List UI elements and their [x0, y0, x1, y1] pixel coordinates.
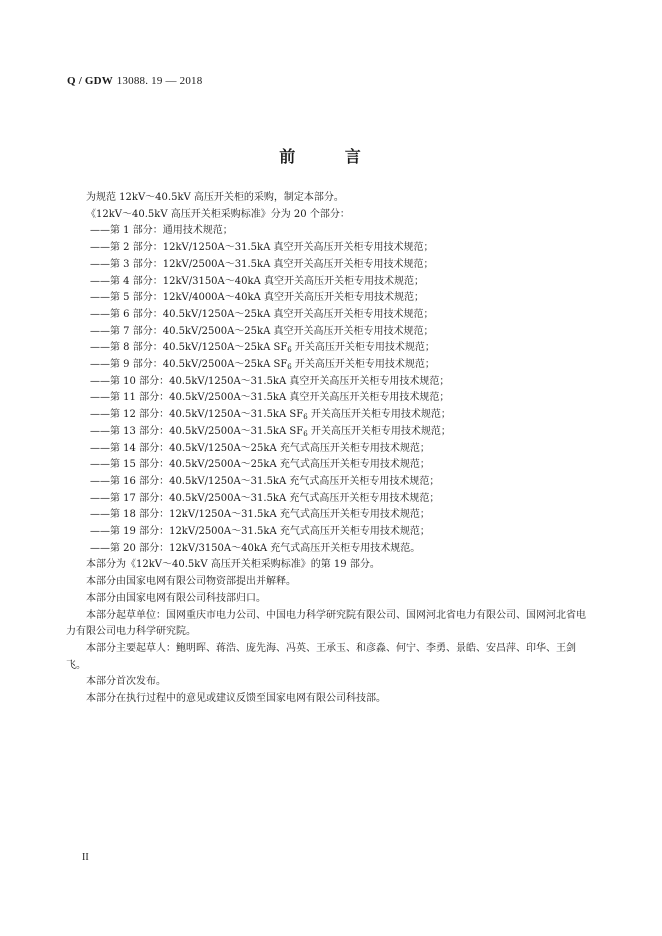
part-list-item [66, 441, 594, 458]
parts-list [66, 223, 594, 557]
drafting-units-paragraph: 本部分起草单位：国网重庆市电力公司、中国电力科学研究院有限公司、国网河北省电力有限公司、国网河北省电力有限公司电力科学研究院。 [66, 609, 586, 638]
part-list-item [66, 457, 594, 474]
page-number: II [82, 852, 89, 863]
part-text: ——第 20 部分：12kV/3150A～40kA 充气式高压开关柜专用技术规范。 [90, 542, 421, 554]
part-list-item [66, 324, 594, 341]
part-list-item [66, 223, 594, 240]
part-text: ——第 4 部分：12kV/3150A～40kA 真空开关高压开关柜专用技术规范； [90, 275, 424, 287]
part-text: ——第 8 部分：40.5kV/1250A～25kA SF [90, 342, 288, 354]
closing-paragraph: 本部分由国家电网有限公司物资部提出并解释。 [86, 576, 296, 588]
part-list-item [66, 340, 594, 357]
part-text: ——第 15 部分：40.5kV/2500A～25kA 充气式高压开关柜专用技术规范； [90, 459, 430, 471]
part-text-suffix: 开关高压开关柜专用技术规范； [307, 409, 451, 421]
drafters-paragraph: 本部分主要起草人：鲍明晖、蒋浩、庞先海、冯英、王承玉、和彦淼、何宁、李勇、景皓、安昌萍、印华、王剑飞。 [66, 642, 576, 671]
part-text: ——第 17 部分：40.5kV/2500A～31.5kA 充气式高压开关柜专用技术规范； [90, 492, 440, 504]
closing-paragraph: 本部分在执行过程中的意见或建议反馈至国家电网有限公司科技部。 [86, 693, 386, 705]
part-text: ——第 9 部分：40.5kV/2500A～25kA SF [90, 359, 288, 371]
part-text-suffix: 开关高压开关柜专用技术规范； [307, 425, 451, 437]
part-list-item [66, 474, 594, 491]
part-text: ——第 12 部分：40.5kV/1250A～31.5kA SF [90, 409, 304, 421]
foreword-body [66, 190, 594, 708]
part-text: ——第 13 部分：40.5kV/2500A～31.5kA SF [90, 425, 304, 437]
intro-paragraph: 为规范 12kV～40.5kV 高压开关柜的采购，制定本部分。 [86, 192, 344, 203]
subscript: 6 [303, 413, 308, 422]
part-list-item [66, 524, 594, 541]
part-list-item [66, 541, 594, 558]
standard-number [67, 74, 202, 87]
part-text: ——第 16 部分：40.5kV/1250A～31.5kA 充气式高压开关柜专用技术规范； [90, 475, 440, 487]
part-list-item [66, 424, 594, 441]
part-text: ——第 5 部分：12kV/4000A～40kA 真空开关高压开关柜专用技术规范； [90, 292, 424, 304]
part-text: ——第 2 部分：12kV/1250A～31.5kA 真空开关高压开关柜专用技术规范； [90, 242, 434, 254]
part-text: ——第 10 部分：40.5kV/1250A～31.5kA 真空开关高压开关柜专用技术规范； [90, 375, 450, 387]
part-list-item [66, 491, 594, 508]
subscript: 6 [287, 363, 292, 372]
part-text: ——第 7 部分：40.5kV/2500A～25kA 真空开关高压开关柜专用技术规范； [90, 325, 434, 337]
part-text: ——第 18 部分：12kV/1250A～31.5kA 充气式高压开关柜专用技术规范； [90, 509, 430, 521]
part-list-item [66, 357, 594, 374]
closing-paragraph: 本部分首次发布。 [86, 676, 166, 688]
part-list-item [66, 240, 594, 257]
closing-paragraph: 本部分为《12kV～40.5kV 高压开关柜采购标准》的第 19 部分。 [86, 559, 380, 571]
standard-prefix: Q / GDW [67, 75, 114, 87]
part-list-item [66, 290, 594, 307]
part-list-item [66, 390, 594, 407]
page-title: 前 言 [279, 147, 383, 166]
part-text: ——第 1 部分：通用技术规范； [90, 225, 233, 237]
intro-paragraph: 《12kV～40.5kV 高压开关柜采购标准》分为 20 个部分： [86, 208, 350, 220]
part-text-suffix: 开关高压开关柜专用技术规范； [291, 342, 435, 354]
part-list-item [66, 407, 594, 424]
subscript: 6 [303, 429, 308, 438]
part-list-item [66, 257, 594, 274]
standard-code: 13088. 19 — 2018 [116, 75, 203, 87]
part-list-item [66, 374, 594, 391]
subscript: 6 [287, 346, 292, 355]
part-text: ——第 11 部分：40.5kV/2500A～31.5kA 真空开关高压开关柜专用技术规范； [90, 392, 450, 404]
closing-paragraph: 本部分由国家电网有限公司科技部归口。 [86, 592, 266, 604]
part-text: ——第 19 部分：12kV/2500A～31.5kA 充气式高压开关柜专用技术规范； [90, 526, 430, 538]
part-text: ——第 6 部分：40.5kV/1250A～25kA 真空开关高压开关柜专用技术规范； [90, 308, 434, 320]
part-list-item [66, 307, 594, 324]
part-text: ——第 3 部分：12kV/2500A～31.5kA 真空开关高压开关柜专用技术规范； [90, 258, 434, 270]
part-list-item [66, 274, 594, 291]
part-text-suffix: 开关高压开关柜专用技术规范； [291, 359, 435, 371]
part-list-item [66, 507, 594, 524]
part-text: ——第 14 部分：40.5kV/1250A～25kA 充气式高压开关柜专用技术规范； [90, 442, 430, 454]
